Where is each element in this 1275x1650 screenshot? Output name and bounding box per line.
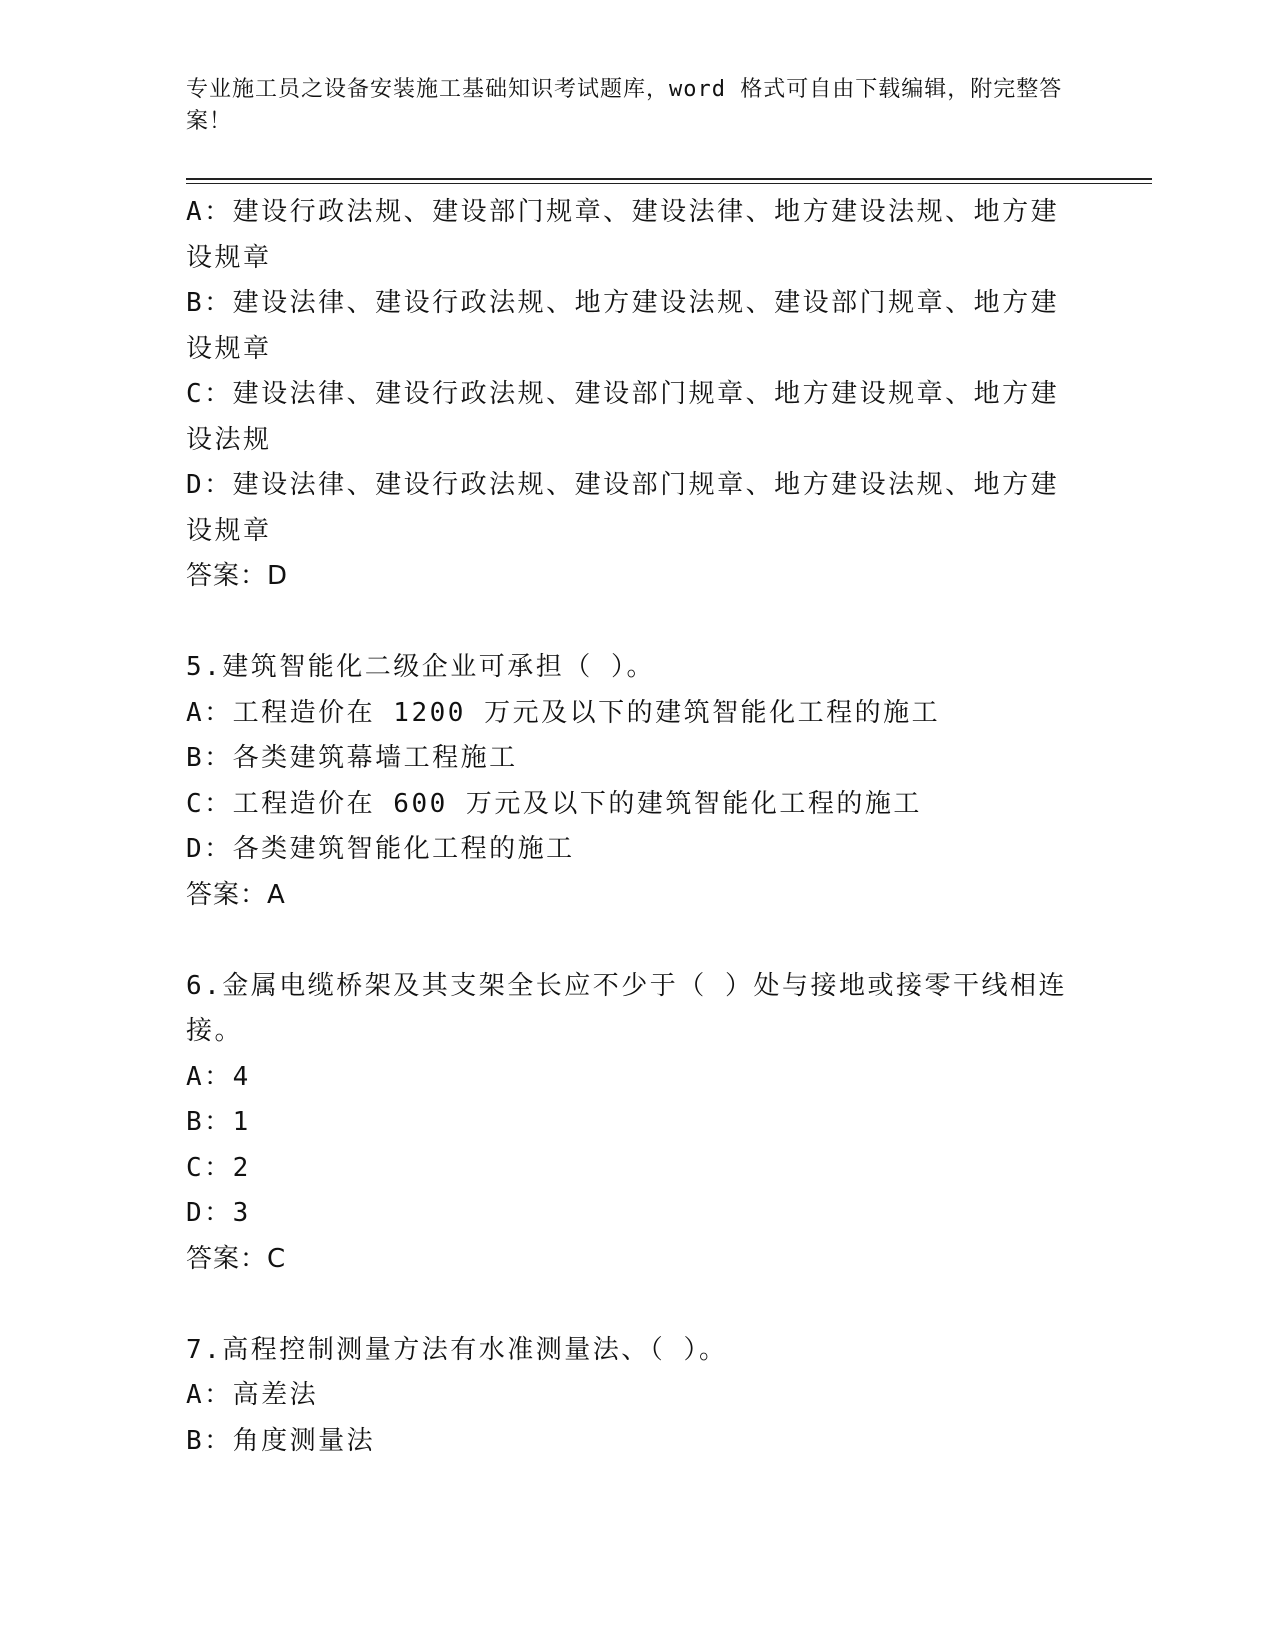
- document-title: 专业施工员之设备安装施工基础知识考试题库，word 格式可自由下载编辑，附完整答案！: [186, 77, 1063, 134]
- question-text: 5.建筑智能化二级企业可承担（ ）。: [186, 652, 655, 682]
- option-a: A：建设行政法规、建设部门规章、建设法律、地方建设法规、地方建设规章: [186, 197, 1060, 273]
- header-divider-thin: [186, 183, 1152, 184]
- answer: 答案：D: [186, 561, 289, 591]
- option-d: D：3: [186, 1198, 251, 1228]
- question-block-6: [186, 964, 1076, 1283]
- option-c: C：2: [186, 1152, 251, 1183]
- option-a: A：工程造价在 1200 万元及以下的建筑智能化工程的施工: [186, 697, 941, 728]
- question-block-5: [186, 645, 1076, 918]
- spacer: [186, 1282, 1076, 1328]
- option-a: A：高差法: [186, 1380, 319, 1410]
- option-b: B：建设法律、建设行政法规、地方建设法规、建设部门规章、地方建设规章: [186, 288, 1060, 364]
- option-d: D：各类建筑智能化工程的施工: [186, 834, 575, 864]
- question-list: [186, 190, 1076, 1464]
- question-text: 7.高程控制测量方法有水准测量法、（ ）。: [186, 1334, 728, 1365]
- question-block-previous: [186, 190, 1076, 600]
- option-c: C：建设法律、建设行政法规、建设部门规章、地方建设规章、地方建设法规: [186, 379, 1060, 455]
- option-b: B：1: [186, 1107, 251, 1137]
- spacer: [186, 918, 1076, 964]
- question-block-7: [186, 1328, 1076, 1465]
- option-d: D：建设法律、建设行政法规、建设部门规章、地方建设法规、地方建设规章: [186, 470, 1060, 546]
- option-b: B：各类建筑幕墙工程施工: [186, 743, 518, 773]
- question-text: 6.金属电缆桥架及其支架全长应不少于（ ）处与接地或接零干线相连接。: [186, 970, 1067, 1046]
- answer: 答案：C: [186, 1243, 287, 1274]
- answer: 答案：A: [186, 879, 286, 910]
- option-c: C：工程造价在 600 万元及以下的建筑智能化工程的施工: [186, 788, 922, 819]
- option-b: B：角度测量法: [186, 1425, 376, 1456]
- option-a: A：4: [186, 1061, 251, 1092]
- spacer: [186, 600, 1076, 646]
- header-divider: [186, 178, 1152, 180]
